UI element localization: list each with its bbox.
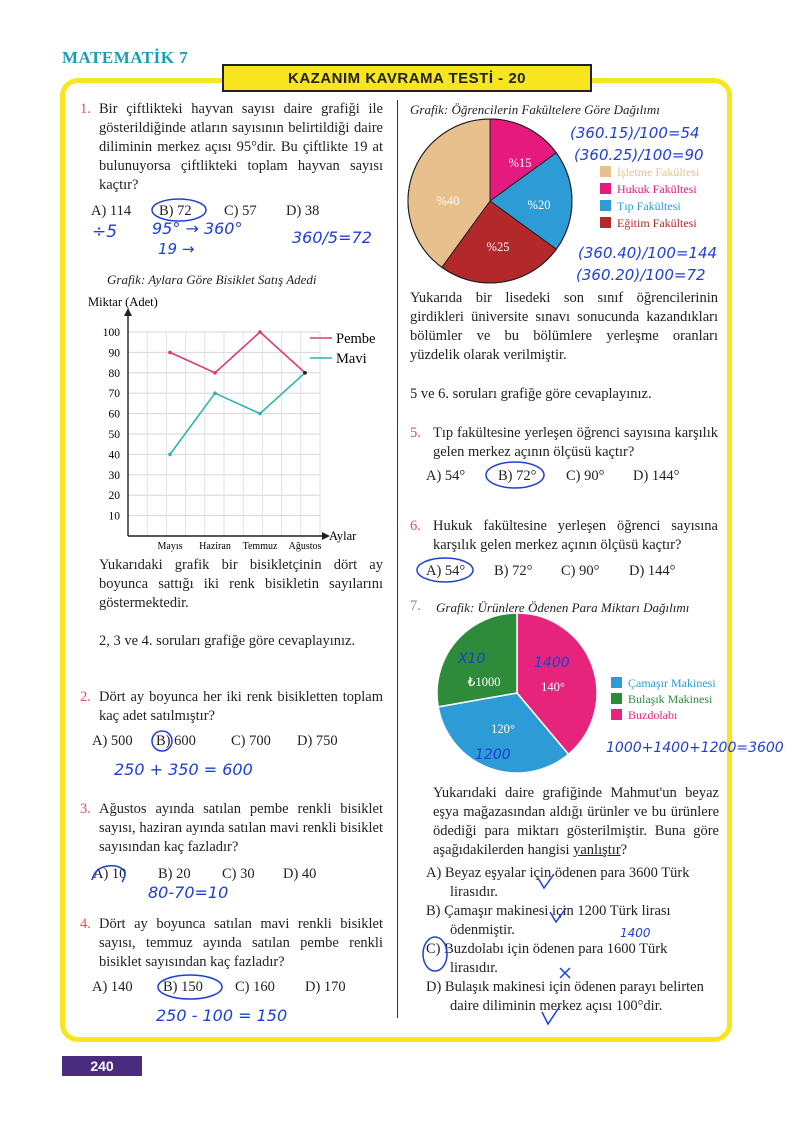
q2-option-d[interactable]: D) 750 [297, 733, 338, 749]
x-tick-label: Mayıs [157, 541, 183, 552]
q6-text: Hukuk fakültesine yerleşen öğrenci sayısına karşılık gelen merkez açının ölçüsü kaçtır? [433, 518, 718, 553]
q6-option-d[interactable]: D) 144° [629, 563, 676, 579]
q7-text: Yukarıdaki daire grafiğinde Mahmut'un beyaz eşya mağazasından aldığı ürünler ve bu ürünlere ödediği para miktarı gösterilmiştir. Buna göre aşağıdakilerden hangisi yanlıştır? [433, 785, 719, 858]
q4-answer-circle [156, 972, 226, 1002]
q5-option-d[interactable]: D) 144° [633, 468, 680, 484]
data-point [258, 330, 262, 334]
y-tick-label: 90 [108, 347, 120, 360]
subject-header: MATEMATİK 7 [62, 48, 189, 67]
pie2-hand-x10: X10 [458, 651, 486, 667]
pie-slice-label: 140° [541, 680, 565, 694]
legend-swatch [600, 217, 611, 228]
q7-option-a[interactable]: A) Beyaz eşyalar için ödenen para 3600 Türk lirasıdır. [426, 865, 690, 900]
page-number: 240 [62, 1056, 142, 1076]
q7-option-d[interactable]: D) Bulaşık makinesi için ödenen parayı belirten daire diliminin merkez açısı 100°dir. [426, 979, 704, 1014]
pie2-caption: Grafik: Ürünlere Ödenen Para Miktarı Dağılımı [436, 600, 690, 615]
q6-option-c[interactable]: C) 90° [561, 563, 600, 579]
q7-option-b[interactable]: B) Çamaşır makinesi için 1200 Türk lirası ödenmiştir. [426, 903, 671, 938]
pie-slice-label: %40 [436, 194, 460, 208]
q1-option-b[interactable]: B) 72 [159, 203, 192, 219]
q5-text: Tıp fakültesine yerleşen öğrenci sayısına karşılık gelen merkez açının ölçüsü kaçtır? [433, 425, 718, 460]
q1-option-c[interactable]: C) 57 [224, 203, 257, 219]
data-point [303, 371, 307, 375]
line-chart-grid [128, 332, 320, 536]
q2-text: Dört ay boyunca her iki renk bisikletten toplam kaç adet satılmıştır? [99, 689, 383, 724]
line-chart-description: Yukarıdaki grafik bir bisikletçinin dört ay boyunca sattığı iki renk bisikletin sayılarını göstermektedir. [99, 557, 383, 611]
legend-swatch [600, 183, 611, 194]
column-divider [397, 100, 398, 1018]
y-tick-label: 30 [108, 469, 120, 482]
x-tick-label: Temmuz [242, 541, 278, 552]
y-tick-label: 70 [108, 388, 120, 401]
pie1-description: Yukarıda bir lisedeki son sınıf öğrencilerinin girdikleri üniversite sınavı sonucunda kazandıkları bölümler ve bu bölümlere yerleşme oranları yüzdelik olarak verilmiştir. [410, 290, 718, 363]
legend-swatch [600, 166, 611, 177]
q4-hand-calc: 250 - 100 = 150 [156, 1006, 288, 1025]
pie1-hand-line3: (360.40)/100=144 [578, 244, 718, 262]
q7-option-c[interactable]: C) Buzdolabı için ödenen para 1600 Türk lirasıdır. [426, 941, 668, 976]
line-chart-ylabel: Miktar (Adet) [88, 295, 158, 309]
q3-hand-calc: 80-70=10 [148, 883, 229, 902]
q7-number: 7. [410, 598, 421, 614]
q4-option-a[interactable]: A) 140 [92, 979, 133, 995]
pie1-hand-line1: (360.15)/100=54 [570, 124, 700, 142]
q1-hand-line1: 95° → 360° [152, 219, 243, 238]
pie1-hand-line2: (360.25)/100=90 [574, 146, 704, 164]
y-tick-label: 20 [108, 490, 120, 503]
legend-swatch [611, 677, 622, 688]
q6-answer-circle [414, 554, 478, 586]
q3-option-d[interactable]: D) 40 [283, 866, 317, 882]
q4-option-b[interactable]: B) 150 [163, 979, 203, 995]
line-chart-axes [124, 308, 330, 540]
x-tick-label: Ağustos [288, 541, 322, 552]
y-tick-label: 100 [102, 327, 120, 339]
q2-option-c[interactable]: C) 700 [231, 733, 271, 749]
q6-option-b[interactable]: B) 72° [494, 563, 533, 579]
q5-option-c[interactable]: C) 90° [566, 468, 605, 484]
pie1-caption: Grafik: Öğrencilerin Fakültelere Göre Dağılımı [410, 102, 660, 117]
q1-hand-calc: 360/5=72 [292, 228, 372, 247]
q3-number: 3. [80, 801, 91, 817]
data-point [168, 351, 172, 355]
q4-text: Dört ay boyunca satılan mavi renkli bisiklet sayısı, temmuz ayında satılan pembe renkli bisiklet sayısından kaç fazladır? [99, 916, 383, 970]
instruction-234: 2, 3 ve 4. soruları grafiğe göre cevaplayınız. [99, 633, 356, 649]
legend-swatch [600, 200, 611, 211]
pie-slice-label: %15 [508, 156, 532, 170]
data-point [168, 453, 172, 457]
q5-number: 5. [410, 425, 421, 441]
pie1-hand-line4: (360.20)/100=72 [576, 266, 706, 284]
q3-text: Ağustos ayında satılan pembe renkli bisiklet sayısı, haziran ayında satılan mavi renkli bisiklet sayısından kaç fazladır? [99, 801, 383, 855]
y-tick-label: 10 [108, 510, 120, 523]
pie2-hand-sum: 1000+1400+1200=3600 [606, 740, 784, 756]
y-tick-label: 80 [108, 367, 120, 380]
pie-slice-label: %25 [486, 240, 510, 254]
test-title: KAZANIM KAVRAMA TESTİ - 20 [222, 64, 592, 92]
legend-swatch [611, 709, 622, 720]
q7-hand-1400: 1400 [620, 926, 651, 940]
line-chart [82, 290, 382, 560]
q5-answer-circle [484, 459, 548, 491]
legend-label: Tıp Fakültesi [617, 199, 681, 213]
q1-text: Bir çiftlikteki hayvan sayısı daire grafiği ile gösterildiğinde atların sayısının belirtildiği daire diliminin merkez açısı 95°dir. Bu çiftlikte 19 at bulunuyorsa çiftlikteki toplam hayvan sayısı kaçtır? [99, 101, 383, 193]
q1-option-d[interactable]: D) 38 [286, 203, 320, 219]
q7-hand-marks [420, 872, 620, 1032]
q4-option-c[interactable]: C) 160 [235, 979, 275, 995]
legend-label: Bulaşık Makinesi [628, 692, 713, 706]
q1-option-a[interactable]: A) 114 [91, 203, 132, 219]
q1-hand-line2: 19 → [158, 240, 195, 258]
legend-swatch [611, 693, 622, 704]
q4-number: 4. [80, 916, 91, 932]
line-chart-caption: Grafik: Aylara Göre Bisiklet Satış Adedi [107, 272, 317, 287]
instruction-56: 5 ve 6. soruları grafiğe göre cevaplayınız. [410, 386, 652, 402]
q2-hand-calc: 250 + 350 = 600 [114, 760, 253, 779]
legend-label: Buzdolabı [628, 708, 678, 722]
pie-slice-label: 120° [491, 722, 515, 736]
q3-option-b[interactable]: B) 20 [158, 866, 191, 882]
y-tick-label: 60 [108, 408, 120, 421]
y-tick-label: 40 [108, 449, 120, 462]
q5-option-a[interactable]: A) 54° [426, 468, 466, 484]
q6-number: 6. [410, 518, 421, 534]
pie2-hand-top: 1400 [534, 655, 570, 671]
q1-hand-div5: ÷5 [92, 222, 118, 242]
q3-answer-circle [86, 860, 136, 888]
q3-option-a[interactable]: A) 10 [93, 866, 127, 882]
legend-label: Hukuk Fakültesi [617, 182, 697, 196]
q2-answer-circle [150, 729, 174, 753]
legend-label: Çamaşır Makinesi [628, 676, 716, 690]
data-point [213, 391, 217, 395]
x-tick-label: Haziran [199, 541, 231, 552]
legend-label: Eğitim Fakültesi [617, 216, 697, 230]
pie2-hand-bottom: 1200 [475, 747, 511, 763]
pie-slice-label: %20 [527, 198, 551, 212]
line-chart-xlabel: Aylar [329, 529, 357, 543]
q2-option-a[interactable]: A) 500 [92, 733, 133, 749]
q3-option-c[interactable]: C) 30 [222, 866, 255, 882]
q2-option-b[interactable]: B) 600 [156, 733, 196, 749]
data-point [213, 371, 217, 375]
q4-option-d[interactable]: D) 170 [305, 979, 346, 995]
y-axis-arrow [124, 308, 132, 316]
legend-label: Mavi [336, 351, 367, 367]
legend-label: İşletme Fakültesi [617, 165, 700, 179]
legend-label: Pembe [336, 331, 376, 347]
q2-number: 2. [80, 689, 91, 705]
data-point [258, 412, 262, 416]
y-tick-label: 50 [108, 429, 120, 441]
q6-option-a[interactable]: A) 54° [426, 563, 466, 579]
q1-number: 1. [80, 101, 91, 117]
pie-slice-label: ₺1000 [467, 675, 501, 689]
q5-option-b[interactable]: B) 72° [498, 468, 537, 484]
